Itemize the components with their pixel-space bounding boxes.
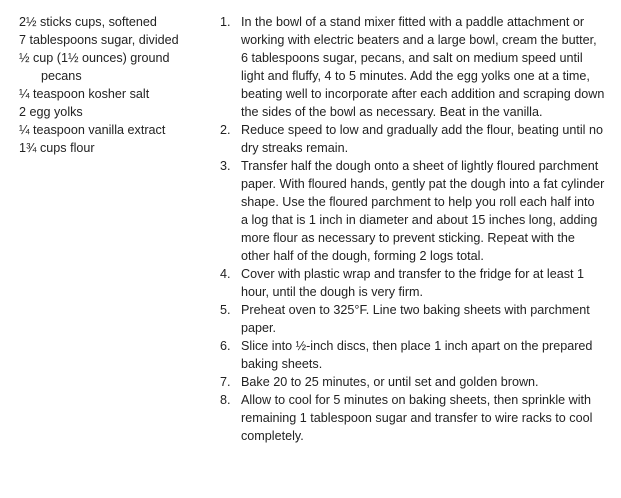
instruction-step [220, 337, 605, 373]
step-text: Slice into ½-inch discs, then place 1 inch apart on the prepared baking sheets. [241, 339, 593, 371]
instruction-step [220, 265, 605, 301]
instruction-step [220, 373, 605, 391]
instruction-step [220, 301, 605, 337]
instruction-step [220, 391, 605, 445]
instruction-step [220, 121, 605, 157]
ingredient-item: ¼ teaspoon vanilla extract [19, 123, 166, 137]
step-text: Transfer half the dough onto a sheet of lightly floured parchment paper. With floured hands, gently pat the dough into a fat cylinder shape. Use the floured parchment to help you roll each half into a log that is 1 inch in diameter and about 15 inches long, adding more flour as necessary to prevent sticking. Repeat with the other half of the dough, forming 2 logs total. [241, 159, 605, 263]
step-text: In the bowl of a stand mixer fitted with a paddle attachment or working with electric beaters and a large bowl, cream the butter, 6 tablespoons sugar, pecans, and salt on medium speed until light and fluffy, 4 to 5 minutes. Add the egg yolks one at a time, beating well to incorporate after each addition and scraping down the sides of the bowl as necessary. Beat in the vanilla. [241, 15, 605, 119]
step-number: 6. [220, 339, 231, 353]
ingredient-item: 7 tablespoons sugar, divided [19, 33, 179, 47]
ingredient-list [19, 13, 209, 157]
step-text: Cover with plastic wrap and transfer to the fridge for at least 1 hour, until the dough is very firm. [241, 267, 584, 299]
instruction-step [220, 157, 605, 265]
step-text: Bake 20 to 25 minutes, or until set and golden brown. [241, 375, 539, 389]
step-number: 7. [220, 375, 231, 389]
ingredient-item: 2 egg yolks [19, 105, 83, 119]
step-number: 2. [220, 123, 231, 137]
ingredient-item: ¼ teaspoon kosher salt [19, 87, 150, 101]
ingredient-item: ½ cup (1½ ounces) ground pecans [19, 51, 170, 83]
ingredient-item: 2½ sticks cups, softened [19, 15, 157, 29]
step-number: 4. [220, 267, 231, 281]
step-number: 5. [220, 303, 231, 317]
step-text: Allow to cool for 5 minutes on baking sheets, then sprinkle with remaining 1 tablespoon sugar and transfer to wire racks to cool completely. [241, 393, 593, 443]
step-text: Preheat oven to 325°F. Line two baking sheets with parchment paper. [241, 303, 590, 335]
instruction-step [220, 13, 605, 121]
step-number: 3. [220, 159, 231, 173]
step-number: 1. [220, 15, 231, 29]
step-number: 8. [220, 393, 231, 407]
instruction-list [220, 13, 605, 445]
step-text: Reduce speed to low and gradually add the flour, beating until no dry streaks remain. [241, 123, 603, 155]
ingredient-item: 1¾ cups flour [19, 141, 95, 155]
